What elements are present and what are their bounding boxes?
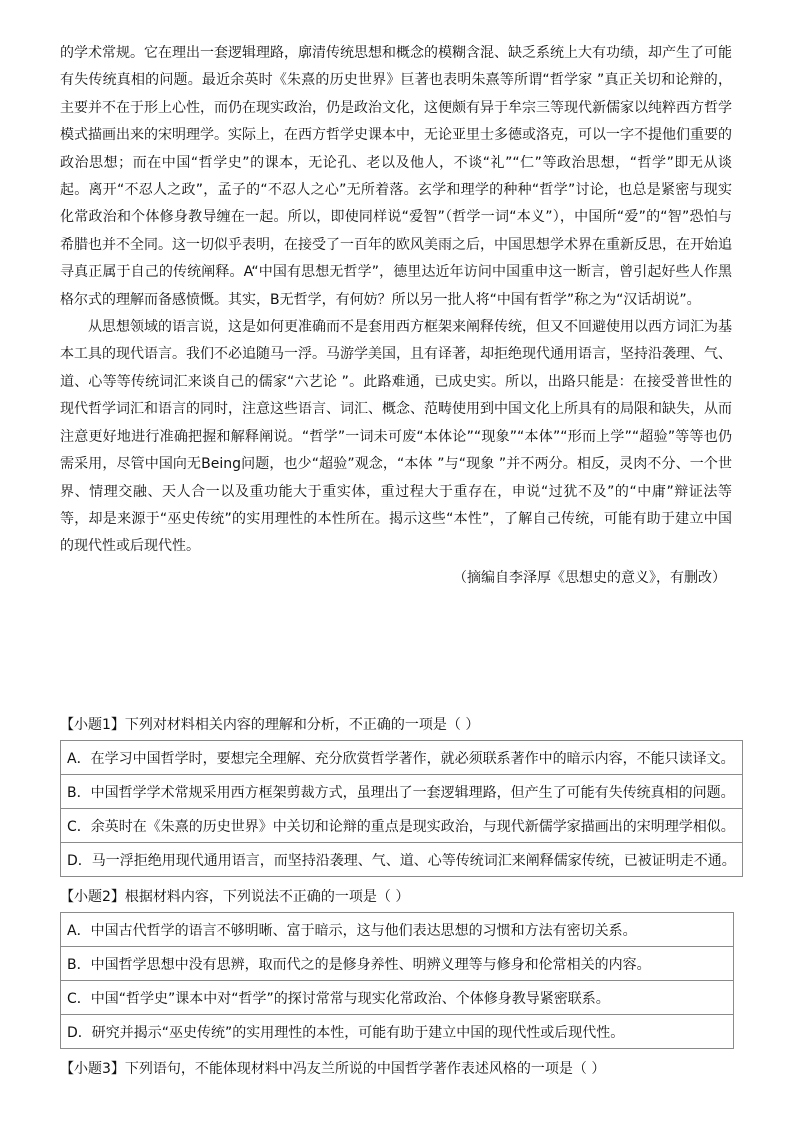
passage-paragraph-1: 的学术常规。它在理出一套逻辑理路，廓清传统思想和概念的模糊含混、缺乏系统上大有功绩，却产生了可能有失传统真相的问题。最近余英时《朱熹的历史世界》巨著也表明朱熹等所谓“哲学家 ”真正关切和论辩的，主要并不在于形上心性，而仍在现实政治，仍是政治文化，这便颇有异于牟宗三等现代新儒家以纯粹西方哲学模式描画出来的宋明理学。实际上，在西方哲学史课本中，无论亚里士多德或洛克，可以一字不提他们重要的政治思想；而在中国“哲学史”的课本，无论孔、老以及他人，不谈“礼”“仁”等政治思想，“哲学”即无从谈起。离开“不忍人之政”，孟子的“不忍人之心”无所着落。玄学和理学的种种“哲学”讨论，也总是紧密与现实化常政治和个体修身教导缠在一起。所以，即使同样说“爱智”（哲学一词“本义”），中国所“爱”的“智”恐怕与希腊也并不全同。这一切似乎表明，在接受了一百年的欧风美雨之后，中国思想学术界在重新反思，在开始追寻真正属于自己的传统阐释。A“中国有思想无哲学”，德里达近年访问中国重申这一断言，曾引起好些人作黑格尔式的理解而备感愤慨。其实，B无哲学，有何妨？所以另一批人将“中国有哲学”称之为“汉话胡说”。 [60,45,732,308]
q1-option-a[interactable]: A．在学习中国哲学时，要想完全理解、充分欣赏哲学著作，就必须联系著作中的暗示内容，不能只读译文。 [61,741,743,775]
question-2-options [60,912,734,1049]
q2-option-a[interactable]: A．中国古代哲学的语言不够明晰、富于暗示，这与他们表达思想的习惯和方法有密切关系。 [61,913,734,947]
passage-paragraph-2: 从思想领域的语言说，这是如何更准确而不是套用西方框架来阐释传统，但又不回避使用以西方词汇为基本工具的现代语言。我们不必追随马一浮。马游学美国，且有译著，却拒绝现代通用语言，坚持沿袭理、气、道、心等等传统词汇来谈自己的儒家“六艺论 ”。此路难通，已成史实。所以，出路只能是：在接受普世性的现代哲学词汇和语言的同时，注意这些语言、词汇、概念、范畴使用到中国文化上所具有的局限和缺失，从而注意更好地进行准确把握和解释阐说。“哲学”一词未可废“本体论”“现象”“本体”“形而上学”“超验”等等也仍需采用，尽管中国向无Being问题，也少“超验”观念，“本体 ”与“现象 ”并不两分。相反，灵肉不分、一个世界、情理交融、天人合一以及重功能大于重实体，重过程大于重存在，申说“过犹不及”的“中庸”辩证法等等，却是来源于“巫史传统”的实用理性的本性所在。揭示这些“本性”，了解自己传统，可能有助于建立中国的现代性或后现代性。 [60,319,732,555]
question-3 [60,1058,732,1080]
question-1-options [60,740,743,877]
q1-option-c[interactable]: C．余英时在《朱熹的历史世界》中关切和论辩的重点是现实政治，与现代新儒学家描画出的宋明理学相似。 [61,809,743,843]
question-2 [60,886,732,1049]
q2-option-b[interactable]: B．中国哲学思想中没有思辨，取而代之的是修身养性、明辨义理等与修身和伦常相关的内容。 [61,947,734,981]
reading-passage [60,40,732,591]
question-1-stem: 【小题1】下列对材料相关内容的理解和分析，不正确的一项是（ ） [60,717,480,733]
question-3-stem: 【小题3】下列语句，不能体现材料中冯友兰所说的中国哲学著作表述风格的一项是（ ） [60,1061,606,1077]
question-1 [60,714,736,877]
q1-option-b[interactable]: B．中国哲学学术常规采用西方框架剪裁方式，虽理出了一套逻辑理路，但产生了可能有失传统真相的问题。 [61,775,743,809]
q2-option-c[interactable]: C．中国“哲学史”课本中对“哲学”的探讨常常与现实化常政治、个体修身教导紧密联系。 [61,981,734,1015]
question-2-stem: 【小题2】根据材料内容，下列说法不正确的一项是（ ） [60,889,410,905]
q1-option-d[interactable]: D．马一浮拒绝用现代通用语言，而坚持沿袭理、气、道、心等传统词汇来阐释儒家传统，已被证明走不通。 [61,843,743,877]
passage-source: （摘编自李泽厚《思想史的意义》，有删改） [453,569,726,586]
q2-option-d[interactable]: D．研究并揭示“巫史传统”的实用理性的本性，可能有助于建立中国的现代性或后现代性。 [61,1015,734,1049]
